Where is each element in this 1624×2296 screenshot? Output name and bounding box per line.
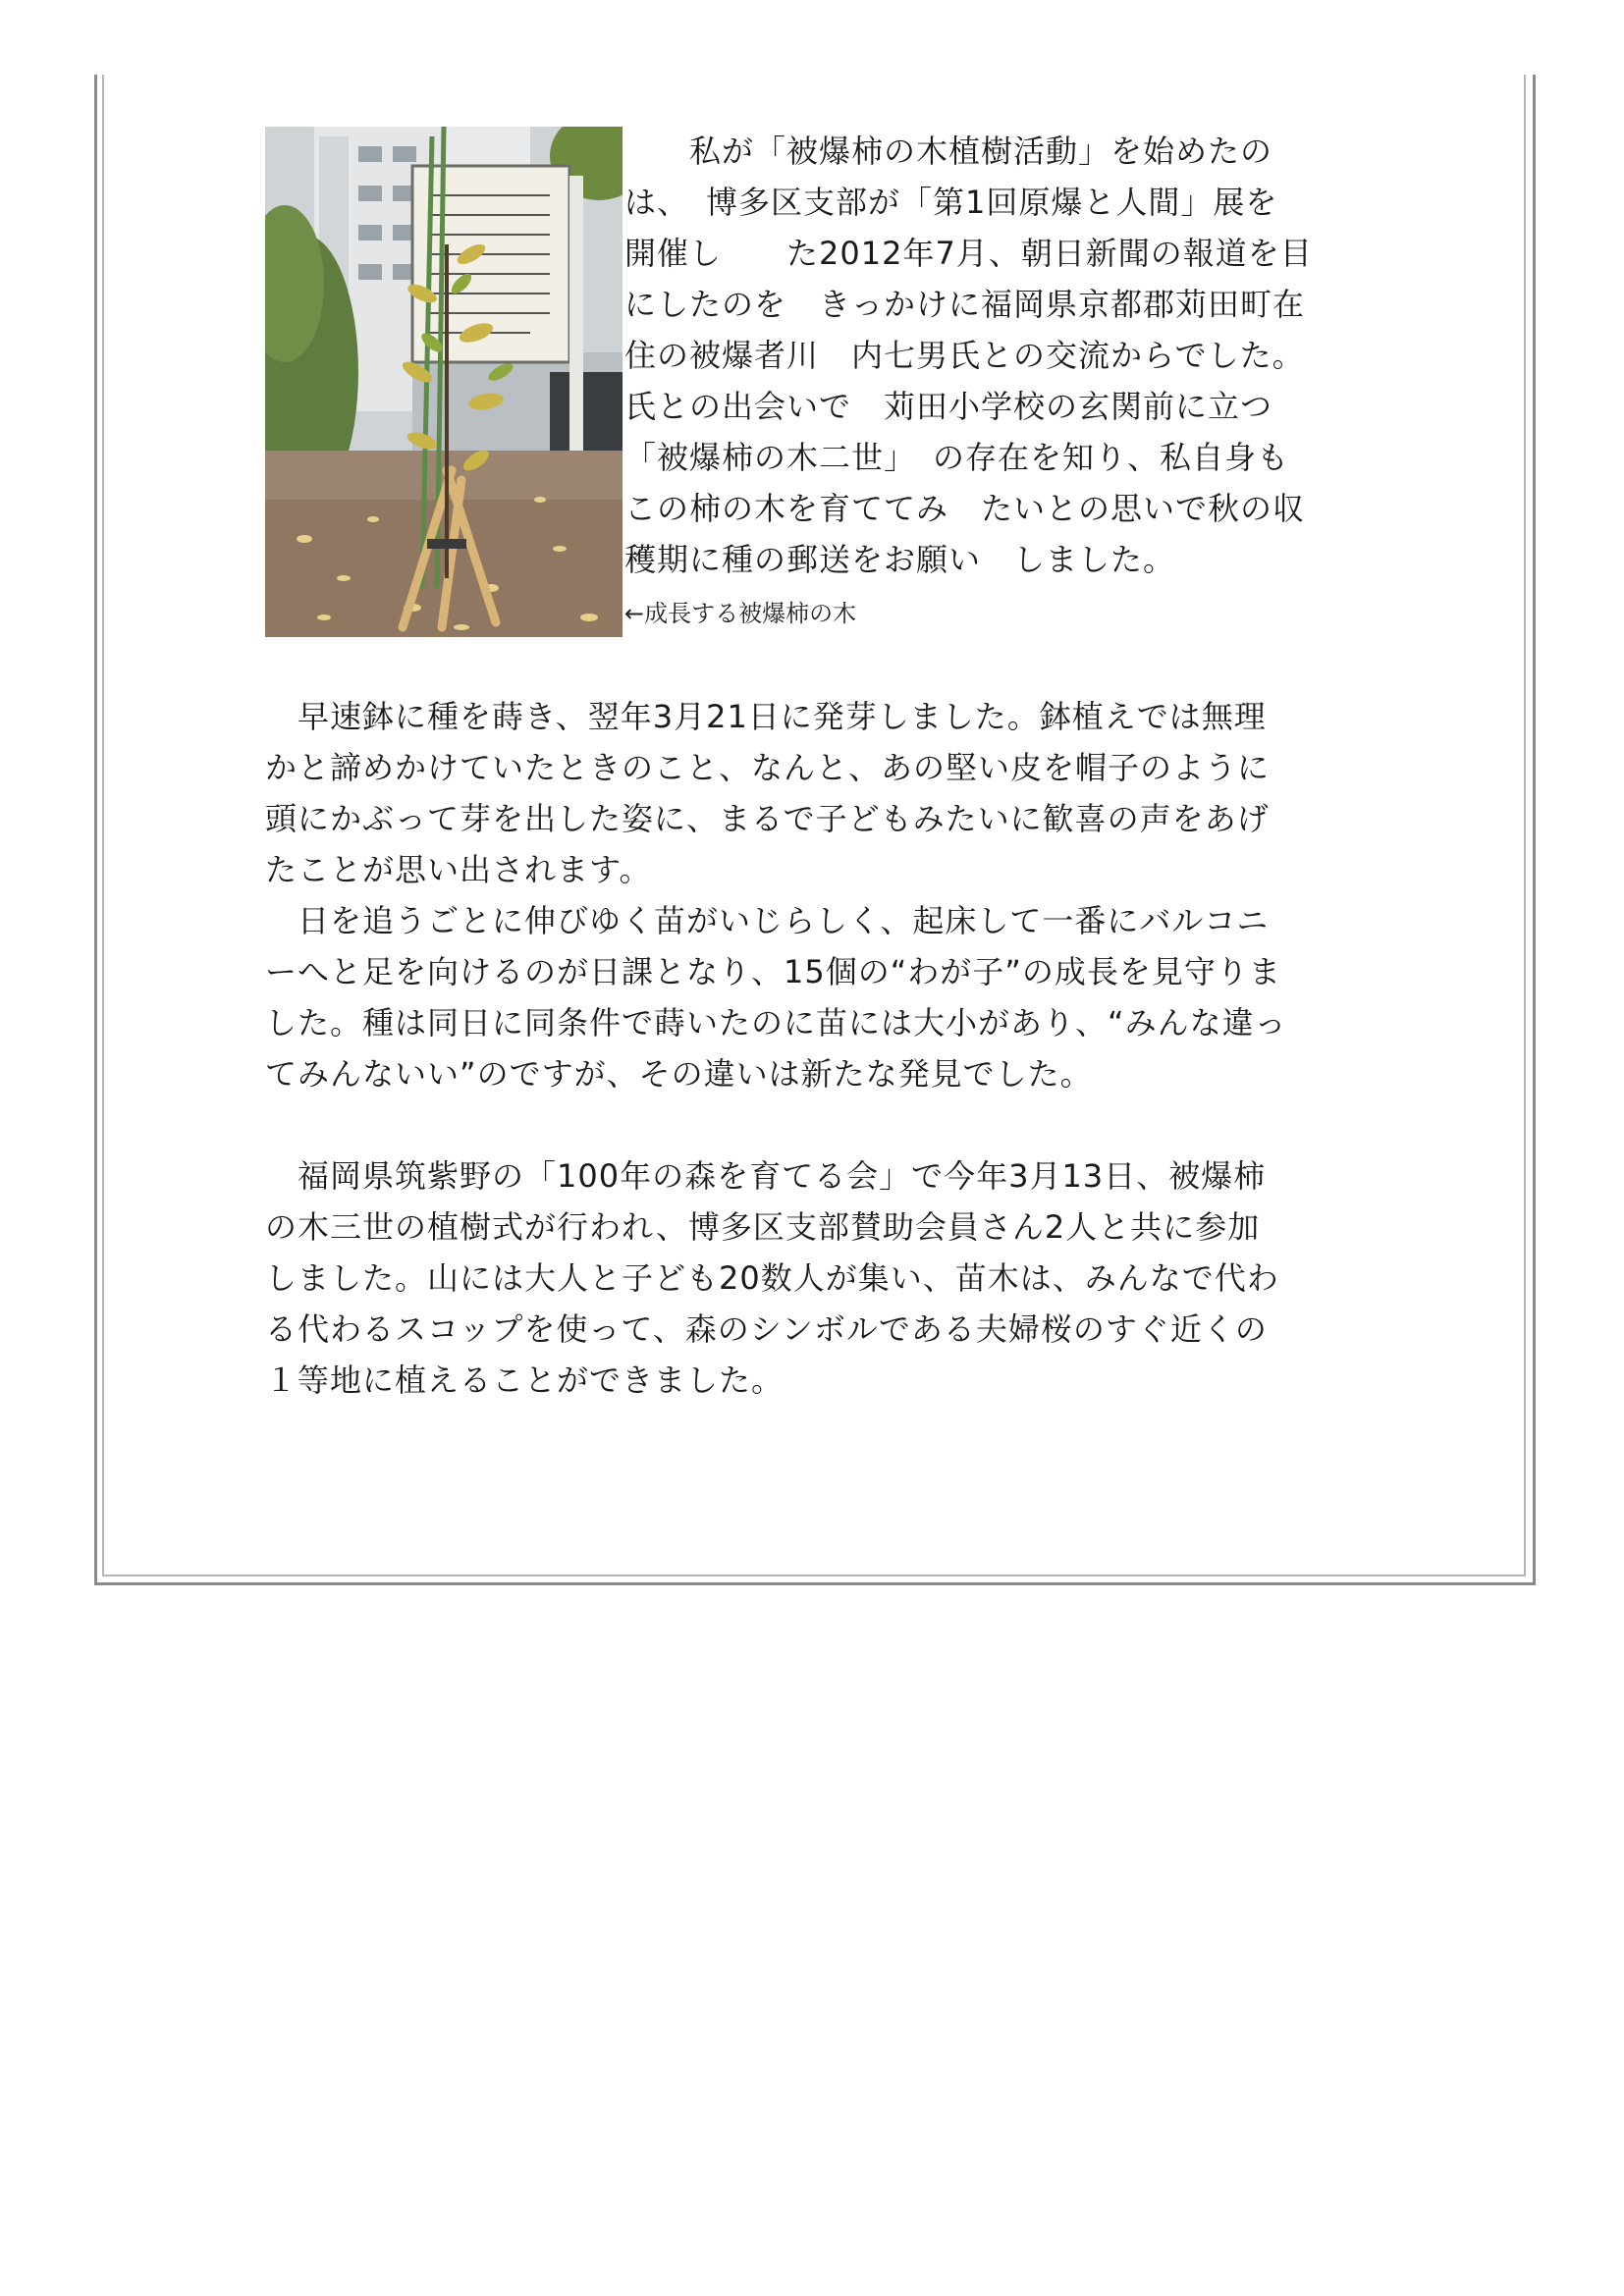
intro-line: この柿の木を育ててみ たいとの思いで秋の収 [624,490,1306,527]
body-line: かと諦めかけていたときのこと、なんと、あの堅い皮を帽子のように [265,749,1271,786]
body-line: たことが思い出されます。 [265,851,652,888]
intro-line: 私が「被爆柿の木植樹活動」を始めたの [624,133,1273,170]
body-line: ーへと足を向けるのが日課となり、15個の“わが子”の成長を見守りま [265,953,1281,990]
intro-line: は、 博多区支部が「第1回原爆と人間」展を [624,184,1278,221]
intro-line: 「被爆柿の木二世」 の存在を知り、私自身も [624,439,1290,476]
intro-line: 氏との出会いで 苅田小学校の玄関前に立つ [624,388,1273,425]
body-line: した。種は同日に同条件で蒔いたのに苗には大小があり、“みんな違っ [265,1004,1287,1041]
body-line: 早速鉢に種を蒔き、翌年3月21日に発芽しました。鉢植えでは無理 [265,698,1267,735]
body-paragraph-1 [265,691,1287,1099]
body-line: しました。山には大人と子ども20数人が集い、苗木は、みんなで代わ [265,1259,1279,1297]
body-line: てみんないい”のですが、その違いは新たな発見でした。 [265,1055,1093,1093]
body-line: １等地に植えることができました。 [265,1362,785,1399]
photo-caption: ←成長する被爆柿の木 [624,600,857,627]
intro-line: 開催し た2012年7月、朝日新聞の報道を目 [624,235,1313,272]
body-line: る代わるスコップを使って、森のシンボルである夫婦桜のすぐ近くの [265,1310,1268,1348]
persimmon-tree-photo-graphic [265,127,623,637]
intro-line: 住の被爆者川 内七男氏との交流からでした。 [624,337,1305,374]
body-line: 日を追うごとに伸びゆく苗がいじらしく、起床して一番にバルコニ [265,902,1270,939]
intro-line: 穫期に種の郵送をお願い しました。 [624,541,1176,578]
intro-line: にしたのを きっかけに福岡県京都郡苅田町在 [624,286,1306,323]
body-line: 頭にかぶって芽を出した姿に、まるで子どもみたいに歓喜の声をあげ [265,800,1270,837]
body-line: 福岡県筑紫野の「100年の森を育てる会」で今年3月13日、被爆柿 [265,1157,1267,1195]
persimmon-tree-photo [265,127,623,637]
body-paragraph-2 [265,1150,1279,1406]
body-line: の木三世の植樹式が行われ、博多区支部賛助会員さん2人と共に参加 [265,1208,1261,1246]
intro-paragraph [624,126,1313,585]
